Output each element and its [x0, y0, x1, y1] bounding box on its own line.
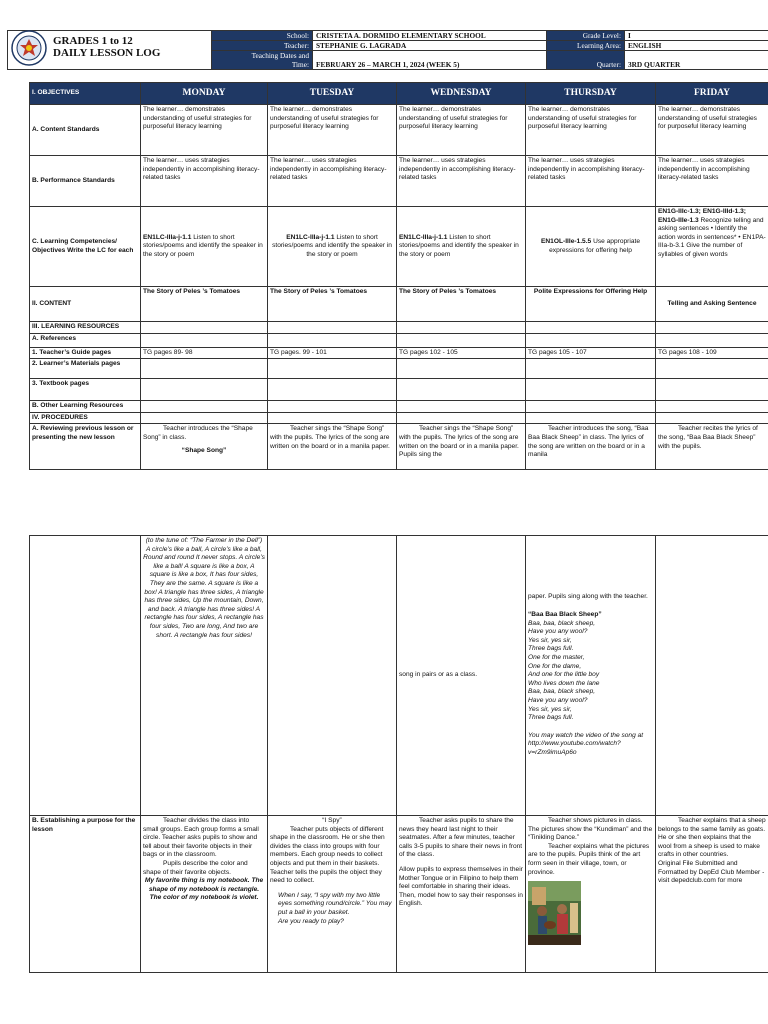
content-standard-cell: The learner… demonstrates understanding of useful strategies for purposeful literacy learning — [397, 105, 526, 156]
wednesday-purpose-p1: Teacher asks pupils to share the news they heard last night to their seatmates. After a few minutes, teacher calls 3-5 pupils to share their news in front of the class. — [399, 817, 523, 859]
content-cell: The Story of Peles ’s Tomatoes — [141, 287, 268, 322]
empty-cell — [656, 333, 768, 347]
empty-cell — [656, 379, 768, 401]
wednesday-continuation: song in pairs or as a class. — [397, 536, 526, 816]
competency-cell — [656, 207, 768, 287]
table-row — [30, 359, 768, 379]
objectives-heading: I. OBJECTIVES — [30, 83, 141, 105]
content-standard-cell: The learner… demonstrates understanding of useful strategies for purposeful literacy learning — [268, 105, 397, 156]
grade-value: I — [625, 31, 768, 41]
empty-cell — [397, 322, 526, 334]
empty-cell — [656, 322, 768, 334]
thursday-continuation-text: paper. Pupils sing along with the teacher. — [528, 593, 648, 601]
empty-cell — [268, 401, 397, 413]
content-cell: The Story of Peles ’s Tomatoes — [268, 287, 397, 322]
area-value: ENGLISH — [625, 41, 768, 51]
performance-standard-cell: The learner… uses strategies independently in accomplishing literacy-related tasks — [526, 156, 656, 207]
dates-label-2: Time: — [291, 60, 309, 69]
content-label: II. CONTENT — [30, 287, 141, 322]
grade-label: Grade Level: — [547, 31, 625, 41]
empty-cell — [141, 333, 268, 347]
content-cell: Telling and Asking Sentence — [656, 287, 768, 322]
monday-song-title: “Shape Song” — [181, 446, 227, 454]
competency-cell — [526, 207, 656, 287]
procedures-heading: IV. PROCEDURES — [30, 412, 141, 424]
purpose-friday-cell — [656, 816, 768, 973]
competency-code: EN1OL-IIIe-1.5.5 — [541, 237, 592, 245]
purpose-tuesday-cell — [268, 816, 397, 973]
performance-standard-cell: The learner… uses strategies independently in accomplishing literacy-related tasks — [656, 156, 768, 207]
empty-cell — [397, 359, 526, 379]
purpose-monday-cell — [141, 816, 268, 973]
reviewing-friday-cell: Teacher recites the lyrics of the song, “Baa Baa Black Sheep” with the pupils. — [656, 424, 768, 470]
table-row — [30, 347, 768, 359]
table-row — [30, 156, 768, 207]
table-row — [30, 105, 768, 156]
empty-cell — [268, 333, 397, 347]
competency-code: EN1LC-IIIa-j-1.1 — [286, 233, 335, 241]
deped-seal-icon — [11, 30, 47, 66]
empty-cell — [656, 536, 768, 816]
baa-baa-song-title: “Baa Baa Black Sheep” — [528, 611, 602, 619]
empty-cell — [141, 379, 268, 401]
content-cell: Polite Expressions for Offering Help — [526, 287, 656, 322]
tg-pages-cell: TG pages 89- 98 — [141, 347, 268, 359]
reviewing-label: A. Reviewing previous lesson or presenting the new lesson — [30, 424, 141, 470]
empty-cell — [656, 359, 768, 379]
area-label: Learning Area: — [547, 41, 625, 51]
thursday-purpose-p2: Teacher explains what the pictures are to the pupils. Pupils think of the art form seen in their village, town, or province. — [528, 842, 650, 876]
lesson-log-table-page2 — [29, 535, 768, 973]
content-cell: The Story of Peles ’s Tomatoes — [397, 287, 526, 322]
empty-cell — [397, 379, 526, 401]
dates-label-1: Teaching Dates and — [251, 51, 309, 60]
textbook-pages-label: 3. Textbook pages — [30, 379, 141, 401]
table-row — [30, 333, 768, 347]
table-row — [30, 379, 768, 401]
competency-text: Listen to short stories/poems and identify the speaker in the story or poem — [272, 233, 392, 258]
empty-cell — [656, 401, 768, 413]
reviewing-thursday-cell: Teacher introduces the song, “Baa Baa Black Sheep” in class. The lyrics of the song are written on the board or in a manila — [526, 424, 656, 470]
lesson-log-table-page1 — [29, 82, 768, 470]
quarter-value: 3RD QUARTER — [625, 51, 768, 70]
friday-purpose-p2: Original File Submitted and Formatted by DepEd Club Member - visit depedclub.com for more — [658, 859, 765, 885]
baa-baa-lyrics: Baa, baa, black sheep, Have you any wool? Yes sir, yes sir, Three bags full. One for the master, One for the dame, And one for the little boy Who lives down the lane Baa, baa, black sheep, Have you any wool? Yes sir, yes sir, Three bags full. — [528, 619, 600, 722]
content-standards-label: A. Content Standards — [30, 105, 141, 156]
empty-cell — [141, 412, 268, 424]
empty-cell — [397, 412, 526, 424]
table-row — [30, 287, 768, 322]
competency-code: EN1G-IIIc-1.3; EN1G-IIId-1.3; EN1G-IIIe-1.3 — [658, 208, 746, 224]
monday-purpose-p3: My favorite thing is my notebook. The shape of my notebook is rectangle. The color of my notebook is violet. — [144, 877, 264, 902]
empty-cell — [526, 333, 656, 347]
friday-purpose-p1: Teacher explains that a sheep belongs to the same family as goats. He or she then explains that the wool from a sheep is used to make crafts in other countries. — [658, 817, 766, 859]
empty-cell — [526, 359, 656, 379]
competency-code: EN1LC-IIIa-j-1.1 — [399, 233, 448, 241]
monday-intro: Teacher introduces the “Shape Song” in class. — [143, 425, 253, 441]
performance-standard-cell: The learner… uses strategies independently in accomplishing literacy-related tasks — [268, 156, 397, 207]
teacher-value: STEPHANIE G. LAGRADA — [313, 41, 547, 51]
performance-standard-cell: The learner… uses strategies independently in accomplishing literacy-related tasks — [141, 156, 268, 207]
tg-pages-cell: TG pages 105 - 107 — [526, 347, 656, 359]
empty-cell — [526, 412, 656, 424]
day-friday: FRIDAY — [656, 83, 768, 105]
table-row — [30, 816, 768, 973]
tg-pages-label: 1. Teacher’s Guide pages — [30, 347, 141, 359]
table-row — [30, 322, 768, 334]
shape-song-lyrics: (to the tune of: “The Farmer in the Dell”) A circle’s like a ball, A circle’s like a ball, Round and round It never stops. A circle’s like a ball! A square is like a box, A square is like a box, It has four sides, They are the same. A square is like a box! A triangle has three sides, A triangle has three sides, Up the mountain, Down, and back. A triangle has three sides! A rectangle has four sides, A rectangle has four sides, Two are long, And two are short. A rectangle has four sides! — [141, 536, 268, 816]
day-thursday: THURSDAY — [526, 83, 656, 105]
competency-text: Listen to short stories/poems and identify the speaker in the story or poem — [143, 233, 263, 258]
i-spy-title: “I Spy” — [322, 817, 342, 824]
empty-cell — [268, 359, 397, 379]
wednesday-purpose-p2: Allow pupils to express themselves in their Mother Tongue or in Filipino to help them feel comfortable in sharing their ideas. Then, model how to say their responses in English. — [399, 865, 523, 908]
tg-pages-cell: TG pages 102 - 105 — [397, 347, 526, 359]
monday-purpose-p1: Teacher divides the class into small groups. Each group forms a small circle. Teacher asks pupils to show and tell about their favorite objects in their bags or in the classroom. — [143, 817, 259, 859]
video-link[interactable]: You may watch the video of the song at http://www.youtube.com/watch?v=rZm9imuAp6o — [528, 731, 644, 756]
school-value: CRISTETA A. DORMIDO ELEMENTARY SCHOOL — [313, 31, 547, 41]
performance-standards-label: B. Performance Standards — [30, 156, 141, 207]
table-row — [30, 207, 768, 287]
empty-cell — [397, 401, 526, 413]
table-row — [30, 412, 768, 424]
competencies-label: C. Learning Competencies/ Objectives Write the LC for each — [30, 207, 141, 287]
school-label: School: — [212, 31, 313, 41]
other-resources-label: B. Other Learning Resources — [30, 401, 141, 413]
empty-cell — [30, 536, 141, 816]
content-standard-cell: The learner… demonstrates understanding of useful strategies for purposeful literacy learning — [526, 105, 656, 156]
table-row — [30, 401, 768, 413]
competency-code: EN1LC-IIIa-j-1.1 — [143, 233, 192, 241]
empty-cell — [268, 536, 397, 816]
reviewing-monday-cell — [141, 424, 268, 470]
day-tuesday: TUESDAY — [268, 83, 397, 105]
tuesday-purpose-p1: Teacher puts objects of different shape in the classroom. He or she then divides the class into groups with four members. Each group needs to collect objects and put them in their baskets. Teacher tells the pupils the object they need to collect. — [270, 825, 385, 885]
purpose-thursday-cell — [526, 816, 656, 973]
competency-cell — [397, 207, 526, 287]
empty-cell — [141, 359, 268, 379]
empty-cell — [141, 401, 268, 413]
content-standard-cell: The learner… demonstrates understanding of useful strategies for purposeful literacy learning — [141, 105, 268, 156]
competency-cell — [141, 207, 268, 287]
learning-resources-heading: III. LEARNING RESOURCES — [30, 322, 141, 334]
empty-cell — [656, 412, 768, 424]
thursday-continuation-cell — [526, 536, 656, 816]
day-monday: MONDAY — [141, 83, 268, 105]
empty-cell — [526, 379, 656, 401]
performance-standard-cell: The learner… uses strategies independently in accomplishing literacy-related tasks — [397, 156, 526, 207]
competency-text: Recognize telling and asking sentences • Identify the action words in sentences* • EN1PA-IIIa-b-3.1 Give the number of syllables of given words — [658, 216, 766, 258]
dates-value: FEBRUARY 26 – MARCH 1, 2024 (WEEK 5) — [313, 51, 547, 70]
quarter-label: Quarter: — [547, 51, 625, 70]
empty-cell — [268, 322, 397, 334]
purpose-wednesday-cell — [397, 816, 526, 973]
references-label: A. References — [30, 333, 141, 347]
day-wednesday: WEDNESDAY — [397, 83, 526, 105]
content-standard-cell: The learner… demonstrates understanding of useful strategies for purposeful literacy learning — [656, 105, 768, 156]
purpose-label: B. Establishing a purpose for the lesson — [30, 816, 141, 973]
header-info-table — [211, 30, 768, 70]
title-line-1: GRADES 1 to 12 — [53, 35, 133, 47]
reviewing-wednesday-cell: Teacher sings the “Shape Song” with the pupils. The lyrics of the song are written on the board or in a manila paper. Pupils sing the — [397, 424, 526, 470]
monday-purpose-p2: Pupils describe the color and shape of their favorite objects. — [143, 859, 248, 876]
empty-cell — [526, 322, 656, 334]
table-row — [30, 424, 768, 470]
table-row — [30, 536, 768, 816]
empty-cell — [397, 333, 526, 347]
tg-pages-cell: TG pages 108 - 109 — [656, 347, 768, 359]
dates-label — [212, 51, 313, 70]
tg-pages-cell: TG pages. 99 - 101 — [268, 347, 397, 359]
page-title — [53, 35, 160, 59]
competency-text: Listen to short stories/poems and identify the speaker in the story or poem — [399, 233, 519, 258]
reviewing-tuesday-cell: Teacher sings the “Shape Song” with the pupils. The lyrics of the song are written on the board or in a manila paper. — [268, 424, 397, 470]
kundiman-picture-icon — [528, 881, 581, 945]
competency-cell — [268, 207, 397, 287]
teacher-label: Teacher: — [212, 41, 313, 51]
lm-pages-label: 2. Learner’s Materials pages — [30, 359, 141, 379]
competency-text: Use appropriate expressions for offering help — [549, 237, 640, 254]
empty-cell — [141, 322, 268, 334]
empty-cell — [268, 412, 397, 424]
title-line-2: DAILY LESSON LOG — [53, 47, 161, 59]
thursday-purpose-p1: Teacher shows pictures in class. The pictures show the “Kundiman” and the “Tinikling Dance.” — [528, 817, 653, 842]
empty-cell — [268, 379, 397, 401]
tuesday-purpose-p2: When I say, “I spy with my two little eyes something round/circle.” You may put a ball in your basket. Are you ready to play? — [278, 891, 392, 925]
empty-cell — [526, 401, 656, 413]
